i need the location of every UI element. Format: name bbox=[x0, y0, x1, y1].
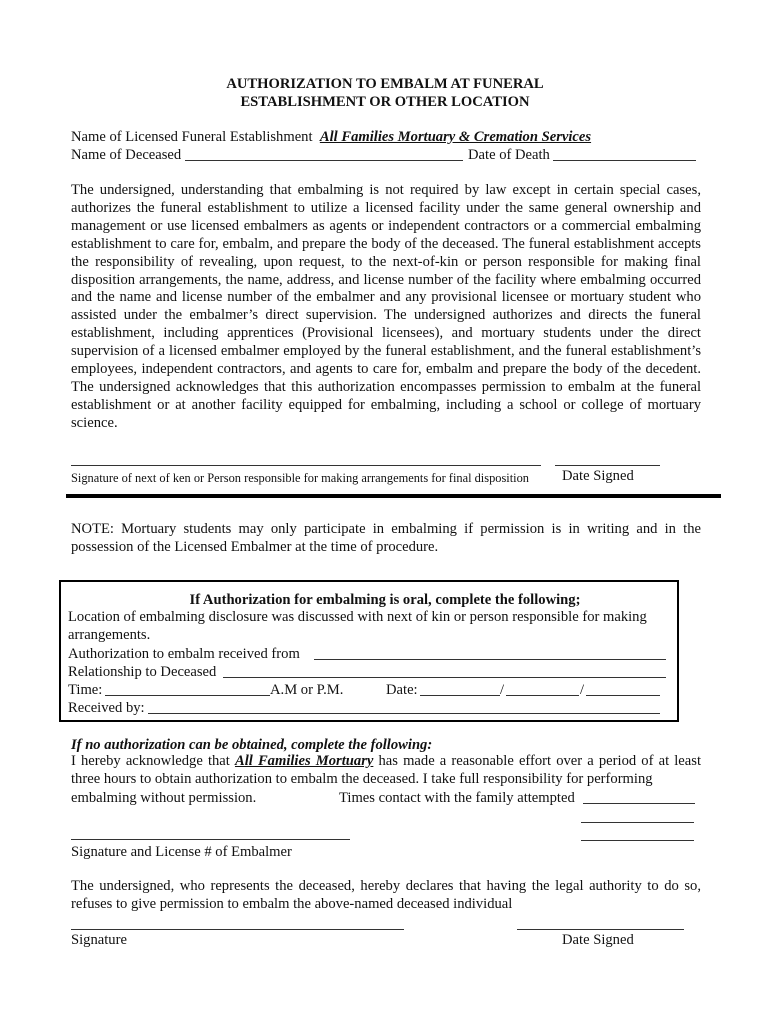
form-title-line-1: AUTHORIZATION TO EMBALM AT FUNERAL bbox=[226, 76, 544, 92]
no-auth-text-after: has made a reasonable effort over a period of at least three hours to obtain authorization to embalm the deceased. I take full responsibility for performing bbox=[71, 753, 701, 787]
embalmer-signature-field[interactable] bbox=[71, 839, 350, 840]
contact-attempt-field-1[interactable] bbox=[583, 803, 695, 804]
contact-attempt-field-2[interactable] bbox=[581, 822, 694, 823]
oral-box-heading: If Authorization for embalming is oral, complete the following; bbox=[189, 592, 581, 608]
oral-location-text: Location of embalming disclosure was discussed with next of kin or person responsible for making arrangements. bbox=[68, 609, 647, 643]
no-auth-text bbox=[71, 753, 701, 789]
next-of-kin-signature-label: Signature of next of ken or Person responsible for making arrangements for final disposition bbox=[71, 471, 530, 485]
date-signed-label-2: Date Signed bbox=[562, 932, 634, 948]
no-auth-last-line: embalming without permission. bbox=[71, 790, 257, 806]
establishment-label: Name of Licensed Funeral Establishment bbox=[71, 129, 313, 145]
no-auth-mortuary-name: All Families Mortuary bbox=[234, 753, 374, 769]
received-by-field[interactable] bbox=[148, 713, 660, 714]
date-signed-label-1: Date Signed bbox=[562, 468, 634, 484]
deceased-name-field[interactable] bbox=[185, 160, 463, 161]
time-field[interactable] bbox=[105, 695, 270, 696]
date-month-field[interactable] bbox=[420, 695, 500, 696]
received-by-label: Received by: bbox=[68, 700, 145, 716]
date-signed-field-1[interactable] bbox=[555, 465, 660, 466]
date-slash-2: / bbox=[580, 682, 585, 698]
time-label: Time: bbox=[68, 682, 103, 698]
deceased-label: Name of Deceased bbox=[71, 147, 182, 163]
received-from-label: Authorization to embalm received from bbox=[68, 646, 300, 662]
date-of-death-label: Date of Death bbox=[468, 147, 550, 163]
relationship-label: Relationship to Deceased bbox=[68, 664, 217, 680]
date-signed-field-2[interactable] bbox=[517, 929, 684, 930]
refusal-signature-field[interactable] bbox=[71, 929, 404, 930]
date-day-field[interactable] bbox=[506, 695, 579, 696]
no-auth-heading: If no authorization can be obtained, complete the following: bbox=[71, 737, 433, 753]
am-pm-label: A.M or P.M. bbox=[270, 682, 344, 698]
date-of-death-field[interactable] bbox=[553, 160, 696, 161]
establishment-row bbox=[71, 128, 591, 146]
times-contact-label: Times contact with the family attempted bbox=[339, 790, 575, 806]
section-divider bbox=[66, 494, 721, 498]
date-slash-1: / bbox=[500, 682, 505, 698]
no-auth-text-before: I hereby acknowledge that bbox=[71, 753, 235, 769]
date-year-field[interactable] bbox=[586, 695, 660, 696]
received-from-field[interactable] bbox=[314, 659, 666, 660]
date-label: Date: bbox=[386, 682, 418, 698]
establishment-value[interactable]: All Families Mortuary & Cremation Services bbox=[319, 129, 592, 145]
next-of-kin-signature-field[interactable] bbox=[71, 465, 541, 466]
note-text: NOTE: Mortuary students may only participate in embalming if permission is in writing and in the possession of the Licensed Embalmer at the time of procedure. bbox=[71, 521, 701, 555]
authorization-paragraph: The undersigned, understanding that embalming is not required by law except in certain special cases, authorizes the funeral establishment to utilize a licensed facility under the same general ownership and management or use licensed embalmers as agents or independent contractors or a commercial embalming establishment to care for, embalm, and prepare the body of the deceased. The funeral establishment accepts the responsibility of revealing, upon request, to the next-of-kin or person responsible for making final disposition arrangements, the name, address, and license number of the facility where embalming occurred and the name and license number of the embalmer and any provisional licensee or mortuary student who assisted under the embalmer’s direct supervision. The undersigned authorizes and directs the funeral establishment, including apprentices (Provisional licensees), and mortuary students under the direct supervision of a licensed embalmer employed by the funeral establishment, and the funeral establishment’s employees, independent contractors, and agents to care for, embalm and prepare the body of the decedent. The undersigned acknowledges that this authorization encompasses permission to embalm at the funeral establishment or at another facility equipped for embalming, including a school or college of mortuary science. bbox=[71, 182, 701, 431]
form-title-line-2: ESTABLISHMENT OR OTHER LOCATION bbox=[240, 94, 530, 110]
signature-label: Signature bbox=[71, 932, 127, 948]
contact-attempt-field-3[interactable] bbox=[581, 840, 694, 841]
embalmer-signature-label: Signature and License # of Embalmer bbox=[71, 844, 292, 860]
relationship-field[interactable] bbox=[223, 677, 666, 678]
refusal-text: The undersigned, who represents the deceased, hereby declares that having the legal authority to do so, refuses to give permission to embalm the above-named deceased individual bbox=[71, 878, 701, 912]
